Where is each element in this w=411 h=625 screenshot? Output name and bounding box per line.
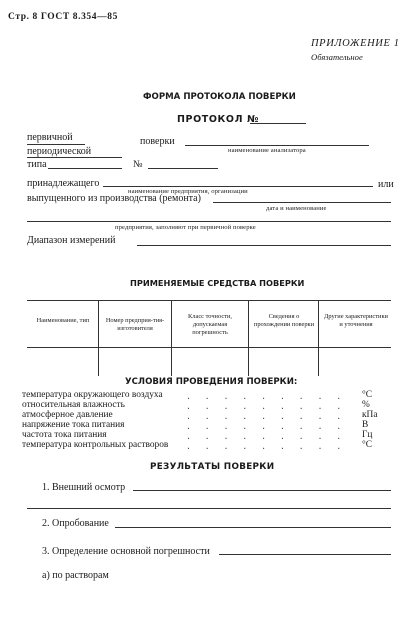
- appendix-title: ПРИЛОЖЕНИЕ 1: [311, 38, 400, 49]
- page-header: Стр. 8 ГОСТ 8.354—85: [8, 12, 118, 22]
- table-header-cell: Наименование, тип: [36, 317, 90, 324]
- condition-unit: Гц: [362, 430, 373, 440]
- table-header-cell: Номер предприя-тия-изготовителя: [105, 317, 165, 332]
- table-header-cell: Другие характеристики и уточнения: [324, 313, 388, 328]
- table-header-cell: Класс точности, допускаемая погрешность: [188, 313, 232, 336]
- result-item: 1. Внешний осмотр: [42, 482, 126, 493]
- belonging-line: [103, 186, 373, 187]
- means-title: ПРИМЕНЯЕМЫЕ СРЕДСТВА ПОВЕРКИ: [130, 278, 305, 288]
- conditions-title: УСЛОВИЯ ПРОВЕДЕНИЯ ПОВЕРКИ:: [125, 377, 298, 387]
- periodic-label: периодической: [27, 146, 92, 157]
- table-header-rule: [27, 347, 391, 348]
- range-label: Диапазон измерений: [27, 235, 116, 246]
- condition-unit: %: [362, 400, 370, 410]
- date-caption: дата и наименование: [266, 205, 327, 212]
- result-line: [27, 508, 391, 509]
- result-item: а) по растворам: [42, 570, 109, 581]
- result-line: [219, 554, 391, 555]
- table-col-divider: [248, 300, 249, 376]
- condition-unit: кПа: [362, 410, 378, 420]
- enterprise-line: [27, 221, 391, 222]
- type-line: [48, 168, 122, 169]
- analyzer-name-caption: наименование анализатора: [228, 147, 306, 154]
- released-line: [213, 202, 391, 203]
- form-title: ФОРМА ПРОТОКОЛА ПОВЕРКИ: [143, 92, 296, 102]
- condition-label: частота тока питания: [22, 430, 107, 440]
- number-label: №: [133, 159, 143, 170]
- protocol-number-line: [250, 123, 306, 124]
- range-line: [137, 245, 391, 246]
- condition-unit: °С: [362, 440, 373, 450]
- condition-label: напряжение тока питания: [22, 420, 125, 430]
- result-item: 2. Опробование: [42, 518, 109, 529]
- org-caption: наименование предприятия, организации: [128, 188, 248, 195]
- primary-line: [27, 144, 85, 145]
- protocol-title: ПРОТОКОЛ №: [177, 114, 260, 125]
- periodic-line: [27, 157, 122, 158]
- table-col-divider: [171, 300, 172, 376]
- enterprise-caption: предприятия, заполняют при первичной поверке: [115, 224, 256, 231]
- table-col-divider: [318, 300, 319, 376]
- condition-label: относительная влажность: [22, 400, 125, 410]
- dot-leaders: ......... ......... ......... ......... ......... .........: [186, 393, 356, 452]
- primary-label: первичной: [27, 132, 73, 143]
- condition-label: атмосферное давление: [22, 410, 113, 420]
- condition-unit: °С: [362, 390, 373, 400]
- condition-label: температура контрольных растворов: [22, 440, 169, 450]
- analyzer-name-line: [185, 145, 369, 146]
- table-top-rule: [27, 300, 391, 301]
- result-line: [133, 490, 391, 491]
- or-label: или: [378, 179, 394, 190]
- type-label: типа: [27, 159, 47, 170]
- table-header-cell: Сведения о прохождении поверки: [253, 313, 315, 328]
- number-line: [148, 168, 218, 169]
- results-title: РЕЗУЛЬТАТЫ ПОВЕРКИ: [150, 462, 275, 472]
- table-col-divider: [98, 300, 99, 376]
- appendix-note: Обязательное: [311, 52, 363, 62]
- condition-label: температура окружающего воздуха: [22, 390, 163, 400]
- result-item: 3. Определение основной погрешности: [42, 546, 210, 557]
- condition-unit: В: [362, 420, 369, 430]
- released-label: выпущенного из производства (ремонта): [27, 193, 201, 204]
- result-line: [115, 527, 391, 528]
- verification-label: поверки: [140, 136, 175, 147]
- belonging-label: принадлежащего: [27, 178, 100, 189]
